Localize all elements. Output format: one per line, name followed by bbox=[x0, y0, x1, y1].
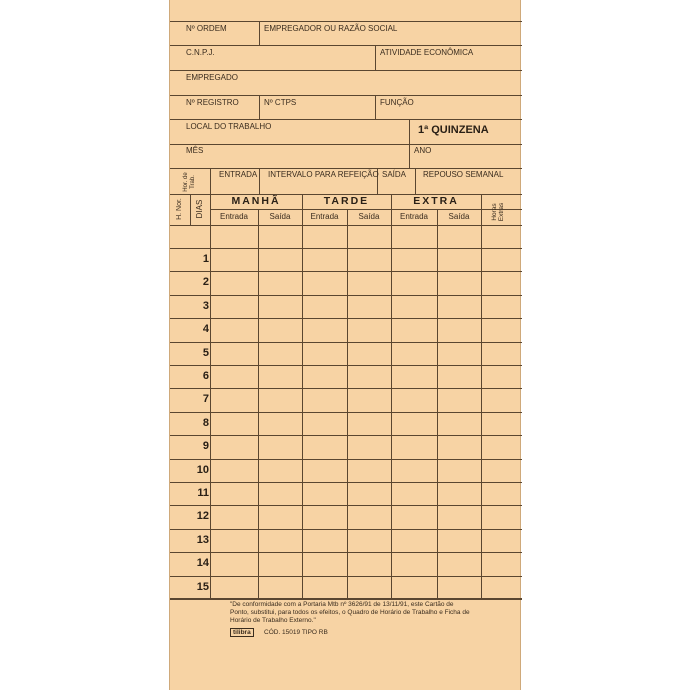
row-line bbox=[170, 599, 522, 600]
row-line bbox=[170, 552, 522, 553]
atividade-label: ATIVIDADE ECONÔMICA bbox=[380, 48, 474, 57]
extra-saida: Saída bbox=[448, 212, 470, 221]
row-line bbox=[170, 505, 522, 506]
day-number: 14 bbox=[196, 557, 209, 570]
day-number: 6 bbox=[202, 370, 209, 382]
day-number: 3 bbox=[202, 299, 209, 312]
manha-entrada: Entrada bbox=[219, 212, 249, 221]
ano-label: ANO bbox=[414, 146, 432, 155]
brand-logo: tilibra bbox=[230, 628, 254, 637]
row-line bbox=[170, 365, 522, 366]
row-line bbox=[170, 342, 522, 343]
quinzena-label: 1ª QUINZENA bbox=[418, 124, 489, 136]
product-code: CÓD. 15019 TIPO RB bbox=[264, 629, 328, 636]
empregador-label: EMPREGADOR OU RAZÃO SOCIAL bbox=[264, 24, 398, 33]
group-manha: MANHÃ bbox=[231, 195, 281, 207]
row-line bbox=[170, 412, 522, 413]
day-number: 4 bbox=[202, 323, 209, 336]
row-line bbox=[170, 271, 522, 272]
registro-label: Nº REGISTRO bbox=[186, 98, 239, 107]
funcao-label: FUNÇÃO bbox=[380, 98, 414, 107]
manha-saida: Saída bbox=[269, 212, 291, 221]
group-tarde: TARDE bbox=[323, 195, 370, 207]
row-line bbox=[170, 295, 522, 296]
dias-label: DIAS bbox=[195, 199, 204, 219]
day-number: 2 bbox=[202, 276, 209, 289]
extra-entrada: Entrada bbox=[399, 212, 429, 221]
row-line bbox=[170, 529, 522, 530]
row-line bbox=[170, 576, 522, 577]
row-line bbox=[170, 318, 522, 319]
day-number: 11 bbox=[197, 487, 209, 499]
row-line bbox=[170, 459, 522, 460]
local-label: LOCAL DO TRABALHO bbox=[186, 122, 272, 131]
horas-extras-label: Horas Extras bbox=[491, 202, 505, 222]
saida-schedule-label: SAÍDA bbox=[382, 170, 407, 179]
mes-label: MÊS bbox=[186, 146, 204, 155]
tarde-saida: Saída bbox=[358, 212, 380, 221]
ctps-label: Nº CTPS bbox=[264, 98, 297, 107]
day-number: 9 bbox=[202, 440, 209, 453]
tarde-entrada: Entrada bbox=[310, 212, 339, 221]
ordem-label: Nº ORDEM bbox=[186, 24, 227, 33]
day-number: 1 bbox=[202, 253, 209, 265]
day-number: 13 bbox=[196, 533, 209, 546]
day-number: 15 bbox=[196, 580, 209, 593]
time-card bbox=[169, 0, 521, 690]
day-number: 7 bbox=[202, 393, 209, 406]
row-line bbox=[170, 482, 522, 483]
row-line bbox=[170, 388, 522, 389]
day-number: 12 bbox=[196, 510, 209, 523]
entrada-schedule-label: ENTRADA bbox=[219, 170, 258, 179]
row-line bbox=[170, 248, 522, 249]
h-nor-label: H. Nor. bbox=[176, 198, 183, 220]
empregado-label: EMPREGADO bbox=[186, 73, 239, 82]
hor-trab-label: Hor. de Trab. bbox=[183, 172, 196, 192]
day-number: 5 bbox=[202, 346, 209, 359]
repouso-label: REPOUSO SEMANAL bbox=[423, 170, 504, 179]
cnpj-label: C.N.P.J. bbox=[186, 48, 215, 57]
intervalo-label: INTERVALO PARA REFEIÇÃO bbox=[268, 170, 379, 179]
legal-note: "De conformidade com a Portaria Mtb nº 3626/91 de 13/11/91, este Cartão de Ponto, substitui, para todos os efeitos, o Quadro de Horário de Trabalho e Ficha de Horário de Trabalho Externo." bbox=[230, 601, 470, 624]
group-extra: EXTRA bbox=[413, 195, 459, 207]
row-line bbox=[170, 435, 522, 436]
day-number: 10 bbox=[196, 463, 209, 476]
day-number: 8 bbox=[202, 416, 209, 429]
